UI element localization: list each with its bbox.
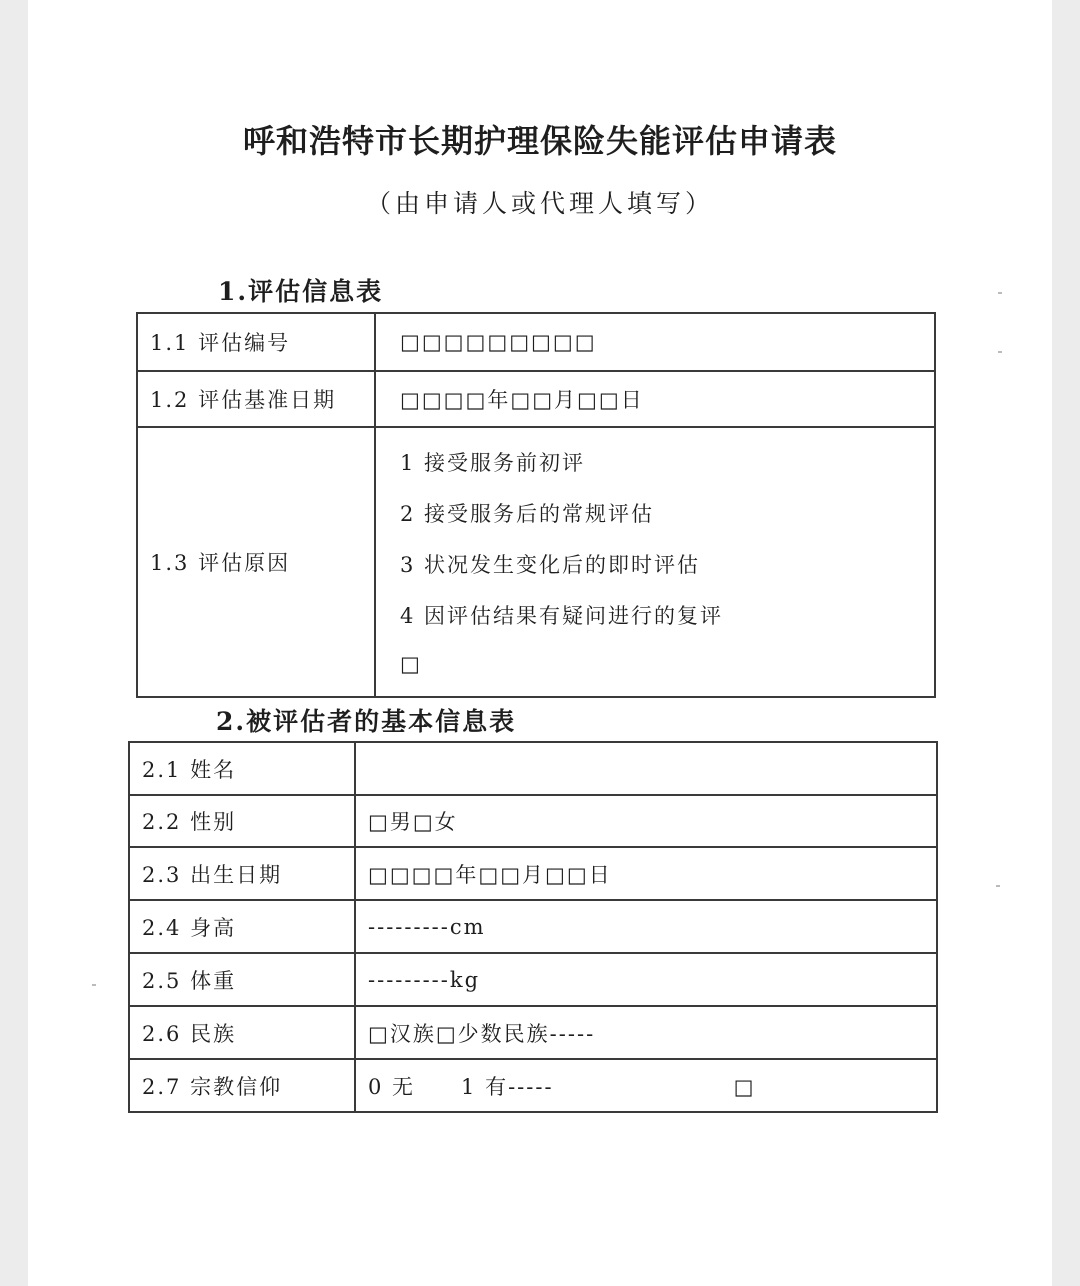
reason-checkbox[interactable]: □ [400, 652, 422, 676]
assessment-info-table [136, 312, 936, 698]
table-row [137, 371, 935, 427]
religion-field [355, 1059, 937, 1112]
scan-speck [996, 885, 1000, 887]
birth-date-field[interactable]: □□□□年□□月□□日 [355, 847, 937, 900]
weight-field[interactable]: ---------kg [355, 953, 937, 1006]
height-field[interactable]: ---------cm [355, 900, 937, 953]
assessment-date-label: 1.2 评估基准日期 [137, 371, 375, 427]
table-row [129, 847, 937, 900]
section-1-title: 1.评估信息表 [218, 277, 384, 306]
ethnicity-field[interactable]: □汉族□少数民族----- [355, 1006, 937, 1059]
name-label: 2.1 姓名 [129, 742, 355, 795]
scan-speck [998, 351, 1002, 353]
table-row [129, 1006, 937, 1059]
assessment-code-field[interactable]: □□□□□□□□□ [375, 313, 935, 371]
assessment-reason-options [375, 427, 935, 697]
reason-option-3: 3 状况发生变化后的即时评估 [400, 553, 701, 577]
gender-field[interactable]: □男□女 [355, 795, 937, 847]
form-title: 呼和浩特市长期护理保险失能评估申请表 [242, 122, 837, 160]
reason-option-1: 1 接受服务前初评 [400, 451, 586, 475]
table-row [129, 1059, 937, 1112]
table-row [137, 313, 935, 371]
table-row [129, 900, 937, 953]
form-subtitle: （由申请人或代理人填写） [365, 189, 714, 218]
religion-option-none: 0 无 [368, 1074, 416, 1099]
scan-speck [998, 292, 1002, 294]
table-row [137, 427, 935, 697]
ethnicity-label: 2.6 民族 [129, 1006, 355, 1059]
scan-speck [92, 984, 96, 986]
table-row [129, 953, 937, 1006]
table-row [129, 795, 937, 847]
assessment-reason-label: 1.3 评估原因 [137, 427, 375, 697]
reason-option-2: 2 接受服务后的常规评估 [400, 502, 655, 526]
section-2-title: 2.被评估者的基本信息表 [216, 707, 517, 736]
height-label: 2.4 身高 [129, 900, 355, 953]
assessment-date-field[interactable]: □□□□年□□月□□日 [375, 371, 935, 427]
weight-label: 2.5 体重 [129, 953, 355, 1006]
religion-label: 2.7 宗教信仰 [129, 1059, 355, 1112]
religion-option-yes: 1 有----- [461, 1074, 554, 1099]
birth-date-label: 2.3 出生日期 [129, 847, 355, 900]
name-field[interactable] [355, 742, 937, 795]
assessment-code-label: 1.1 评估编号 [137, 313, 375, 371]
basic-info-table [128, 741, 938, 1113]
religion-checkbox[interactable]: □ [733, 1074, 756, 1099]
reason-option-4: 4 因评估结果有疑问进行的复评 [400, 604, 724, 628]
gender-label: 2.2 性别 [129, 795, 355, 847]
table-row [129, 742, 937, 795]
